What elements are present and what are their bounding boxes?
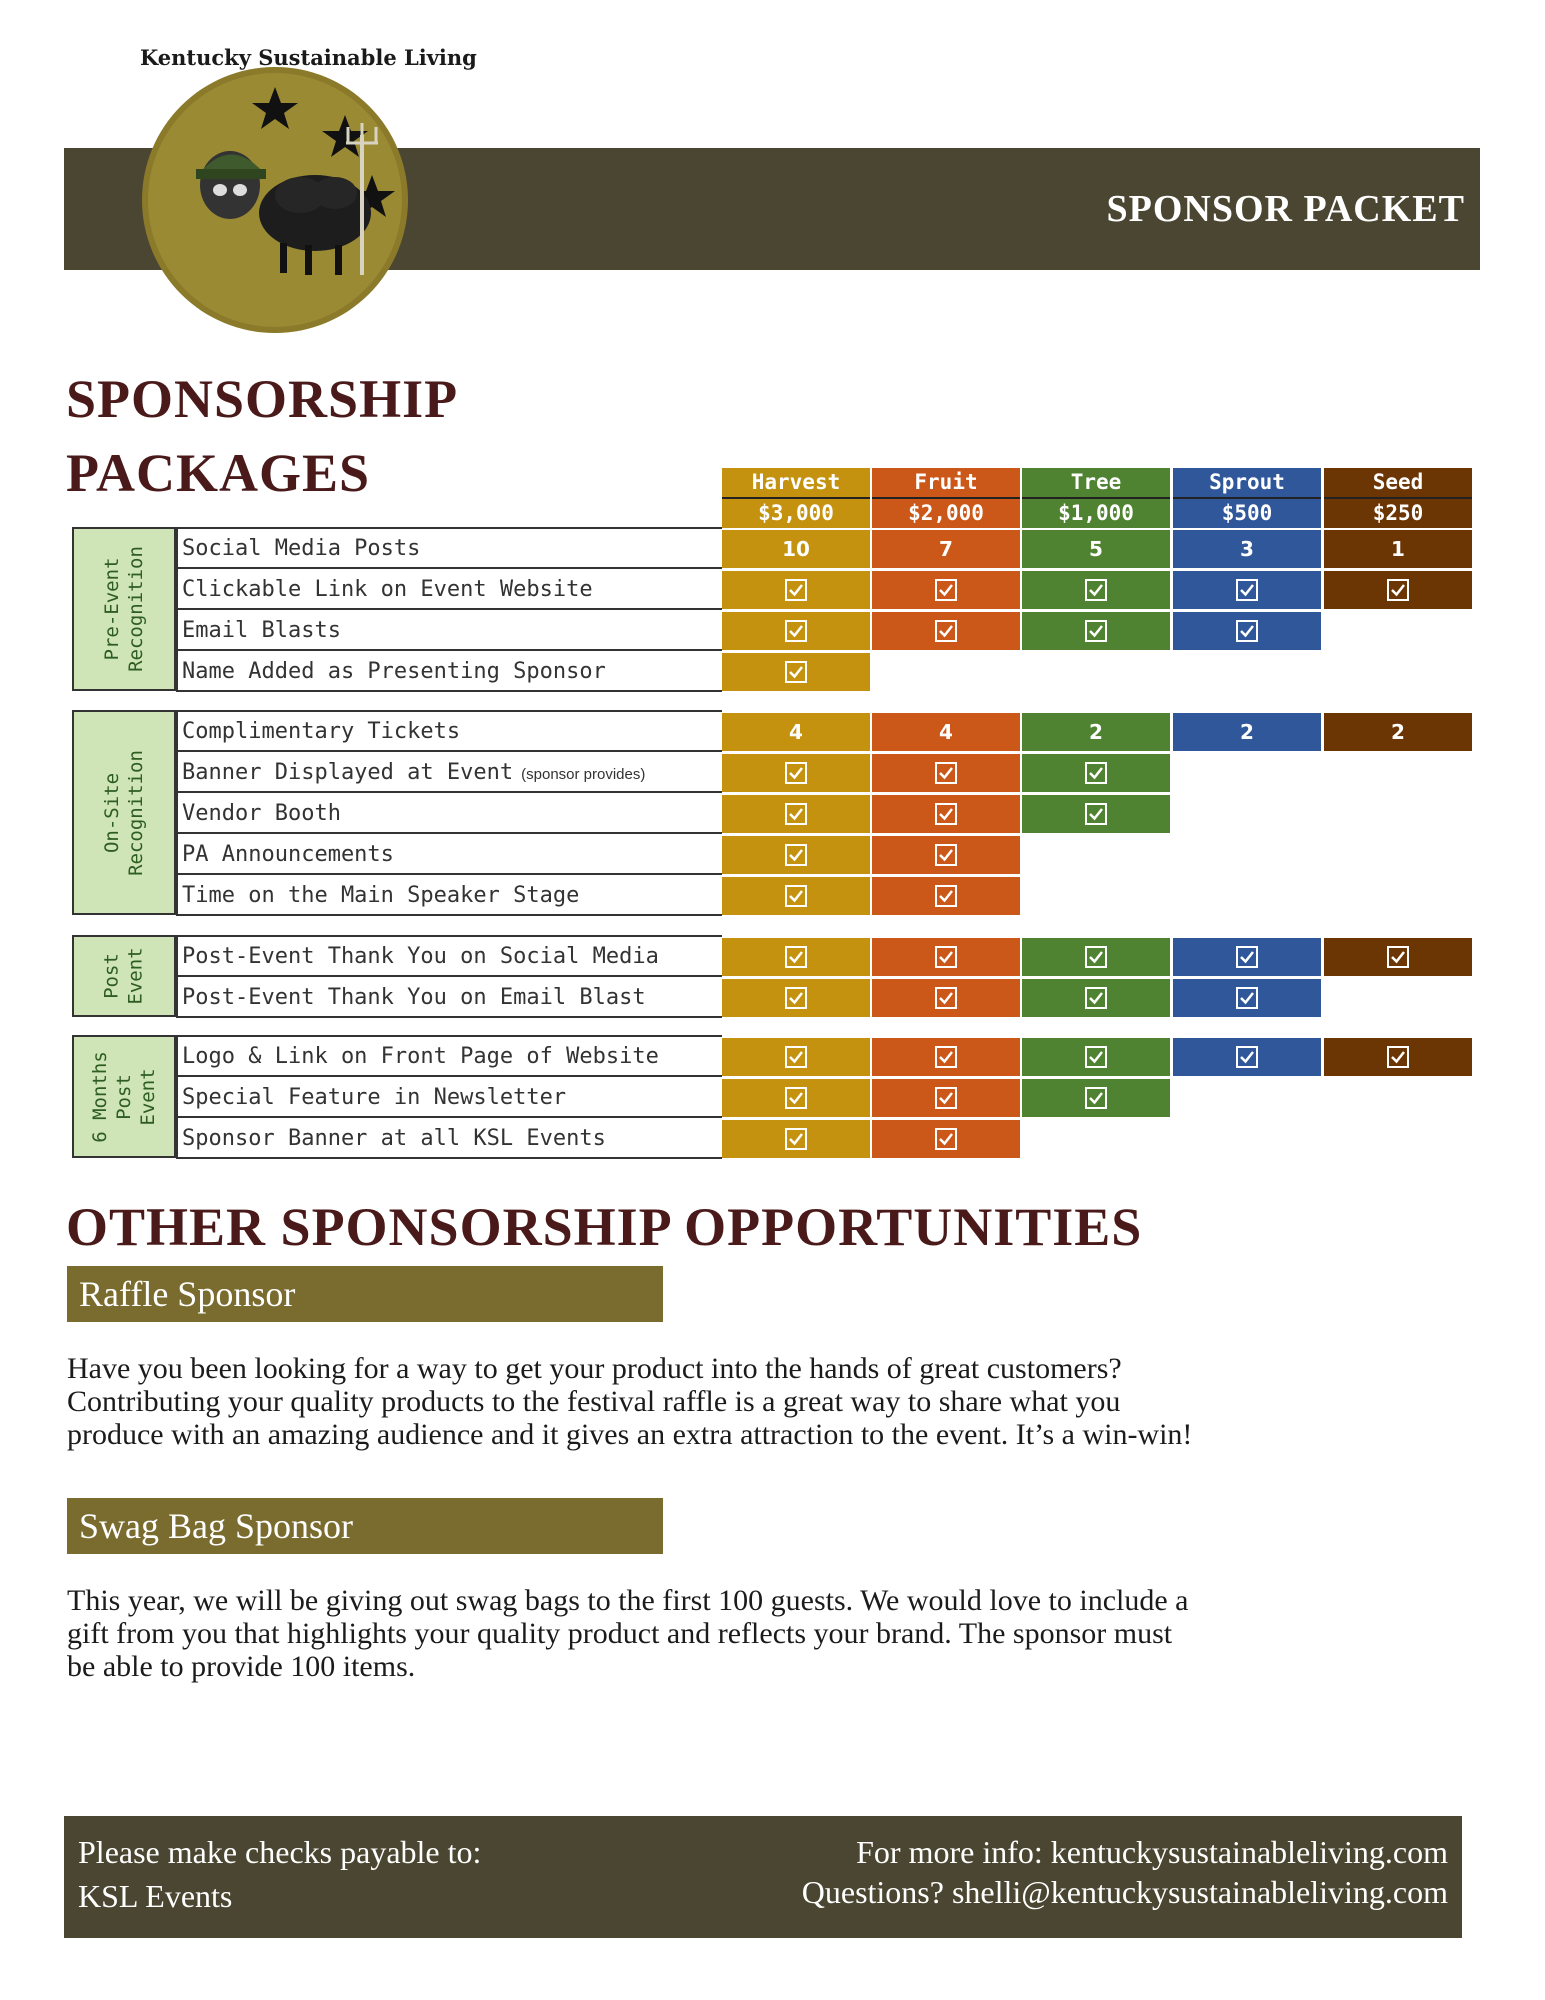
- checkbox-checked-icon: [934, 986, 958, 1010]
- checkbox-checked-icon: [934, 884, 958, 908]
- row-label: [182, 978, 728, 1018]
- checkbox-checked-icon: [1235, 578, 1259, 602]
- footer-payable-label: Please make checks payable to:: [78, 1834, 482, 1870]
- row-divider: [176, 914, 722, 916]
- tier-count: 5: [1022, 530, 1170, 568]
- checkbox-checked-icon: [784, 945, 808, 969]
- included-check-icon: [872, 795, 1020, 833]
- included-check-icon: [872, 754, 1020, 792]
- raffle-sponsor-heading: Raffle Sponsor: [67, 1266, 663, 1322]
- tier-name: Tree: [1070, 470, 1122, 494]
- group-label-wrap: [74, 529, 174, 689]
- checkbox-checked-icon: [784, 1045, 808, 1069]
- tier-count: 4: [722, 713, 870, 751]
- checkbox-checked-icon: [1084, 1045, 1108, 1069]
- checkbox-checked-icon: [784, 1127, 808, 1151]
- row-label-text: Post-Event Thank You on Email Blast: [182, 985, 646, 1010]
- tier-count: 1: [1324, 530, 1472, 568]
- checkbox-checked-icon: [784, 578, 808, 602]
- other-opportunities-title: OTHER SPONSORSHIP OPPORTUNITIES: [66, 1197, 1143, 1257]
- swag-line-3: be able to provide 100 items.: [67, 1650, 416, 1683]
- included-check-icon: [1022, 979, 1170, 1017]
- included-check-icon: [1173, 979, 1321, 1017]
- included-check-icon: [872, 571, 1020, 609]
- tier-price: $2,000: [872, 497, 1020, 528]
- checkbox-checked-icon: [1084, 761, 1108, 785]
- row-divider: [176, 1016, 722, 1018]
- checkbox-checked-icon: [784, 1086, 808, 1110]
- swag-bag-sponsor-description: [67, 1584, 1487, 1683]
- group-label-0: [72, 527, 176, 691]
- raffle-line-2: Contributing your quality products to the festival raffle is a great way to share what you: [67, 1385, 1121, 1418]
- checkbox-checked-icon: [784, 884, 808, 908]
- group-label-3: [72, 1035, 176, 1158]
- included-check-icon: [1173, 571, 1321, 609]
- tier-price: $1,000: [1022, 497, 1170, 528]
- row-label: [182, 529, 728, 569]
- included-check-icon: [872, 1038, 1020, 1076]
- group-label-1: [72, 710, 176, 915]
- row-divider: [176, 649, 722, 651]
- checkbox-checked-icon: [934, 843, 958, 867]
- included-check-icon: [1022, 571, 1170, 609]
- checkbox-checked-icon: [784, 660, 808, 684]
- included-check-icon: [722, 571, 870, 609]
- checkbox-checked-icon: [784, 843, 808, 867]
- row-divider: [176, 832, 722, 834]
- included-check-icon: [722, 653, 870, 691]
- packages-title-line1: SPONSORSHIP: [66, 369, 459, 429]
- checkbox-checked-icon: [934, 1086, 958, 1110]
- row-label: [182, 1078, 728, 1118]
- tier-count: 7: [872, 530, 1020, 568]
- row-divider: [176, 975, 722, 977]
- checkbox-checked-icon: [934, 945, 958, 969]
- checkbox-checked-icon: [934, 1127, 958, 1151]
- row-divider: [176, 608, 722, 610]
- row-label-text: Sponsor Banner at all KSL Events: [182, 1126, 606, 1151]
- included-check-icon: [1022, 938, 1170, 976]
- row-label-text: Time on the Main Speaker Stage: [182, 883, 580, 908]
- tier-count: 3: [1173, 530, 1321, 568]
- tier-header-seed: [1324, 468, 1472, 528]
- included-check-icon: [722, 979, 870, 1017]
- tier-price: $250: [1324, 497, 1472, 528]
- included-check-icon: [722, 938, 870, 976]
- checkbox-checked-icon: [784, 802, 808, 826]
- checkbox-checked-icon: [1084, 986, 1108, 1010]
- swag-bag-sponsor-heading: Swag Bag Sponsor: [67, 1498, 663, 1554]
- checkbox-checked-icon: [1084, 619, 1108, 643]
- footer-email[interactable]: Questions? shelli@kentuckysustainableliving.com: [801, 1874, 1448, 1910]
- row-label: [182, 1119, 728, 1159]
- included-check-icon: [872, 877, 1020, 915]
- row-label: [182, 753, 728, 793]
- included-check-icon: [1022, 754, 1170, 792]
- tier-count: 2: [1022, 713, 1170, 751]
- row-label: [182, 794, 728, 834]
- row-label-text: Vendor Booth: [182, 801, 341, 826]
- tier-name: Harvest: [751, 470, 841, 494]
- tier-count: 2: [1324, 713, 1472, 751]
- checkbox-checked-icon: [1386, 945, 1410, 969]
- included-check-icon: [872, 979, 1020, 1017]
- included-check-icon: [1022, 1038, 1170, 1076]
- included-check-icon: [722, 1120, 870, 1158]
- footer-payment-info: [78, 1830, 481, 1918]
- included-check-icon: [872, 612, 1020, 650]
- tier-header-fruit: [872, 468, 1020, 528]
- page-header-title: SPONSOR PACKET: [1106, 188, 1465, 230]
- tier-name: Fruit: [914, 470, 978, 494]
- tier-header-tree: [1022, 468, 1170, 528]
- group-outline: [176, 710, 178, 915]
- row-label-text: Special Feature in Newsletter: [182, 1085, 567, 1110]
- row-divider: [176, 750, 722, 752]
- tier-count: 10: [722, 530, 870, 568]
- group-label-text: On-Site Recognition: [101, 749, 147, 876]
- row-label-text: Email Blasts: [182, 618, 341, 643]
- logo-text: Kentucky Sustainable Living: [140, 45, 477, 70]
- included-check-icon: [722, 612, 870, 650]
- raffle-sponsor-description: [67, 1352, 1487, 1451]
- included-check-icon: [722, 795, 870, 833]
- row-label-text: Post-Event Thank You on Social Media: [182, 944, 659, 969]
- checkbox-checked-icon: [1235, 1045, 1259, 1069]
- row-label: [182, 835, 728, 875]
- included-check-icon: [1173, 612, 1321, 650]
- row-label: [182, 876, 728, 916]
- checkbox-checked-icon: [1235, 945, 1259, 969]
- included-check-icon: [1324, 1038, 1472, 1076]
- included-check-icon: [1173, 938, 1321, 976]
- included-check-icon: [722, 754, 870, 792]
- included-check-icon: [1324, 938, 1472, 976]
- tier-price: $3,000: [722, 497, 870, 528]
- group-label-2: [72, 935, 176, 1017]
- footer-bar: [64, 1816, 1462, 1938]
- included-check-icon: [1022, 612, 1170, 650]
- checkbox-checked-icon: [784, 619, 808, 643]
- included-check-icon: [1324, 571, 1472, 609]
- tier-count: 4: [872, 713, 1020, 751]
- row-label-text: Logo & Link on Front Page of Website: [182, 1044, 659, 1069]
- group-label-text: 6 Months Post Event: [88, 1050, 159, 1143]
- included-check-icon: [1022, 795, 1170, 833]
- row-label-text: Banner Displayed at Event: [182, 760, 514, 785]
- group-label-wrap: [74, 937, 174, 1015]
- footer-website[interactable]: For more info: kentuckysustainableliving.com: [856, 1834, 1448, 1870]
- row-label: [182, 1037, 728, 1077]
- footer-payee: KSL Events: [78, 1878, 233, 1914]
- included-check-icon: [872, 1079, 1020, 1117]
- group-label-text: Post Event: [100, 947, 147, 1005]
- checkbox-checked-icon: [934, 619, 958, 643]
- row-divider: [176, 791, 722, 793]
- included-check-icon: [722, 1038, 870, 1076]
- checkbox-checked-icon: [1084, 1086, 1108, 1110]
- row-label-text: Social Media Posts: [182, 536, 421, 561]
- checkbox-checked-icon: [934, 802, 958, 826]
- checkbox-checked-icon: [1386, 1045, 1410, 1069]
- included-check-icon: [1173, 1038, 1321, 1076]
- group-label-wrap: [74, 1037, 174, 1156]
- checkbox-checked-icon: [784, 986, 808, 1010]
- row-label: [182, 611, 728, 651]
- row-label-text: Name Added as Presenting Sponsor: [182, 659, 606, 684]
- row-label-text: Complimentary Tickets: [182, 719, 461, 744]
- included-check-icon: [722, 836, 870, 874]
- row-divider: [176, 1075, 722, 1077]
- row-label: [182, 570, 728, 610]
- packages-title-line2: PACKAGES: [66, 443, 371, 503]
- raffle-line-3: produce with an amazing audience and it gives an extra attraction to the event. It’s a win-win!: [67, 1418, 1193, 1451]
- included-check-icon: [1022, 1079, 1170, 1117]
- checkbox-checked-icon: [934, 1045, 958, 1069]
- row-label: [182, 712, 728, 752]
- included-check-icon: [872, 836, 1020, 874]
- group-outline: [176, 1035, 178, 1158]
- row-label-text: PA Announcements: [182, 842, 394, 867]
- checkbox-checked-icon: [934, 578, 958, 602]
- checkbox-checked-icon: [934, 761, 958, 785]
- group-outline: [176, 527, 178, 691]
- included-check-icon: [722, 877, 870, 915]
- checkbox-checked-icon: [1084, 802, 1108, 826]
- tier-count: 2: [1173, 713, 1321, 751]
- swag-line-2: gift from you that highlights your quality product and reflects your brand. The sponsor must: [67, 1617, 1173, 1650]
- row-divider: [176, 1116, 722, 1118]
- checkbox-checked-icon: [1235, 619, 1259, 643]
- row-divider: [176, 1157, 722, 1159]
- row-label-text: Clickable Link on Event Website: [182, 577, 593, 602]
- row-divider: [176, 690, 722, 692]
- row-label-note: (sponsor provides): [521, 766, 646, 783]
- group-label-text: Pre-Event Recognition: [101, 546, 147, 672]
- tier-header-sprout: [1173, 468, 1321, 528]
- swag-line-1: This year, we will be giving out swag bags to the first 100 guests. We would love to include a: [67, 1584, 1189, 1617]
- checkbox-checked-icon: [1235, 986, 1259, 1010]
- checkbox-checked-icon: [1386, 578, 1410, 602]
- checkbox-checked-icon: [1084, 945, 1108, 969]
- checkbox-checked-icon: [784, 761, 808, 785]
- tier-header-harvest: [722, 468, 870, 528]
- included-check-icon: [872, 1120, 1020, 1158]
- footer-contact-info: [802, 1832, 1448, 1912]
- tier-name: Seed: [1372, 470, 1424, 494]
- included-check-icon: [872, 938, 1020, 976]
- row-divider: [176, 567, 722, 569]
- tier-price: $500: [1173, 497, 1321, 528]
- raffle-line-1: Have you been looking for a way to get your product into the hands of great customers?: [67, 1352, 1122, 1385]
- included-check-icon: [722, 1079, 870, 1117]
- checkbox-checked-icon: [1084, 578, 1108, 602]
- row-label: [182, 937, 728, 977]
- tier-name: Sprout: [1209, 470, 1285, 494]
- row-divider: [176, 873, 722, 875]
- row-label: [182, 652, 728, 692]
- group-label-wrap: [74, 712, 174, 913]
- group-outline: [176, 935, 178, 1017]
